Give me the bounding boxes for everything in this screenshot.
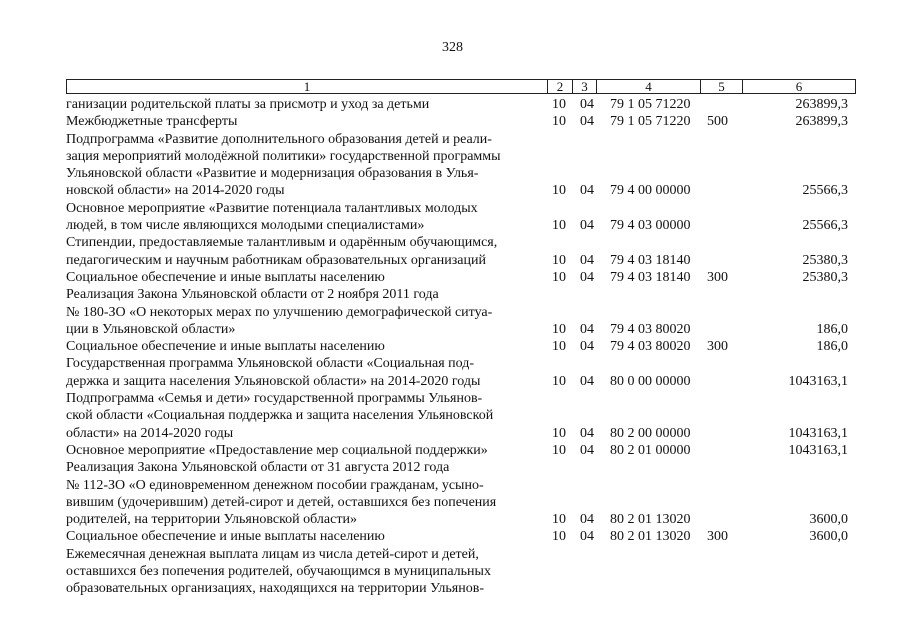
section-code: 10 — [552, 425, 566, 441]
table-row — [66, 286, 856, 338]
description-line: области» на 2014-2020 годы — [66, 425, 234, 441]
amount: 186,0 — [816, 339, 848, 355]
header-col-1: 1 — [66, 79, 548, 94]
description-line: № 180-ЗО «О некоторых мерах по улучшению демографической ситуа- — [66, 304, 493, 320]
subsection-code: 04 — [580, 114, 594, 130]
header-col-3: 3 — [572, 79, 597, 94]
amount: 25566,3 — [802, 218, 848, 234]
section-code: 10 — [552, 114, 566, 130]
target-article-code: 79 1 05 71220 — [610, 114, 691, 130]
table-row — [66, 200, 856, 235]
row-description — [66, 338, 544, 355]
subsection-code: 04 — [580, 97, 594, 112]
section-code: 10 — [552, 321, 566, 337]
section-code: 10 — [552, 339, 566, 355]
subsection-code: 04 — [580, 252, 594, 268]
expense-type-code: 300 — [707, 529, 728, 545]
table-row — [66, 528, 856, 545]
subsection-code: 04 — [580, 529, 594, 545]
row-description — [66, 459, 544, 528]
table-row — [66, 113, 856, 130]
description-line: вившим (удочерившим) детей-сирот и детей, оставшихся без попечения — [66, 494, 497, 510]
row-description — [66, 96, 544, 113]
description-line: Основное мероприятие «Развитие потенциала талантливых молодых — [66, 200, 478, 216]
target-article-code: 79 4 03 18140 — [610, 252, 691, 268]
description-line: оставшихся без попечения родителей, обучающимся в муниципальных — [66, 564, 491, 580]
amount: 3600,0 — [809, 512, 848, 528]
target-article-code: 80 2 01 13020 — [610, 529, 691, 545]
amount: 3600,0 — [809, 529, 848, 545]
target-article-code: 79 4 03 18140 — [610, 269, 691, 285]
description-line: Социальное обеспечение и иные выплаты населению — [66, 339, 385, 355]
section-code: 10 — [552, 373, 566, 389]
table-row — [66, 131, 856, 200]
description-line: ской области «Социальная поддержка и защита населения Ульяновской — [66, 408, 494, 424]
subsection-code: 04 — [580, 512, 594, 528]
row-description — [66, 442, 544, 459]
target-article-code: 79 1 05 71220 — [610, 97, 691, 112]
row-description — [66, 269, 544, 286]
description-line: ганизации родительской платы за присмотр и уход за детьми — [66, 97, 430, 112]
target-article-code: 80 2 01 00000 — [610, 442, 691, 458]
target-article-code: 79 4 03 80020 — [610, 339, 691, 355]
row-description — [66, 131, 544, 200]
table-body — [66, 96, 856, 598]
description-line: Государственная программа Ульяновской области «Социальная под- — [66, 356, 475, 372]
row-description — [66, 355, 544, 390]
expense-type-code: 500 — [707, 114, 728, 130]
target-article-code: 79 4 00 00000 — [610, 183, 691, 199]
description-line: Социальное обеспечение и иные выплаты населению — [66, 529, 385, 545]
header-col-5: 5 — [700, 79, 743, 94]
target-article-code: 80 0 00 00000 — [610, 373, 691, 389]
description-line: Ульяновской области «Развитие и модернизация образования в Улья- — [66, 166, 479, 182]
table-row — [66, 234, 856, 269]
row-description — [66, 200, 544, 235]
table-header — [66, 79, 856, 94]
row-description — [66, 113, 544, 130]
table-row — [66, 546, 856, 598]
description-line: родителей, на территории Ульяновской области» — [66, 512, 357, 528]
table-row — [66, 459, 856, 528]
section-code: 10 — [552, 442, 566, 458]
table-row — [66, 96, 856, 113]
target-article-code: 80 2 00 00000 — [610, 425, 691, 441]
target-article-code: 79 4 03 00000 — [610, 218, 691, 234]
subsection-code: 04 — [580, 339, 594, 355]
subsection-code: 04 — [580, 373, 594, 389]
subsection-code: 04 — [580, 183, 594, 199]
amount: 25380,3 — [802, 269, 848, 285]
description-line: Подпрограмма «Семья и дети» государственной программы Ульянов- — [66, 391, 483, 407]
section-code: 10 — [552, 512, 566, 528]
table-row — [66, 338, 856, 355]
expense-type-code: 300 — [707, 269, 728, 285]
subsection-code: 04 — [580, 442, 594, 458]
table-row — [66, 269, 856, 286]
description-line: педагогическим и научным работникам образовательных организаций — [66, 252, 486, 268]
header-col-4: 4 — [596, 79, 701, 94]
description-line: Ежемесячная денежная выплата лицам из числа детей-сирот и детей, — [66, 546, 479, 562]
amount: 263899,3 — [795, 97, 848, 112]
amount: 25380,3 — [802, 252, 848, 268]
description-line: Подпрограмма «Развитие дополнительного образования детей и реали- — [66, 131, 492, 147]
description-line: Стипендии, предоставляемые талантливым и одарённым обучающимся, — [66, 235, 498, 251]
expense-type-code: 300 — [707, 339, 728, 355]
header-col-2: 2 — [547, 79, 573, 94]
page-number: 328 — [442, 40, 463, 55]
target-article-code: 79 4 03 80020 — [610, 321, 691, 337]
description-line: ции в Ульяновской области» — [66, 321, 236, 337]
description-line: образовательных организациях, находящихся на территории Ульянов- — [66, 581, 484, 597]
description-line: № 112-ЗО «О единовременном денежном пособии гражданам, усыно- — [66, 477, 484, 493]
section-code: 10 — [552, 269, 566, 285]
description-line: новской области» на 2014-2020 годы — [66, 183, 285, 199]
subsection-code: 04 — [580, 218, 594, 234]
amount: 1043163,1 — [788, 442, 848, 458]
description-line: держка и защита населения Ульяновской области» на 2014-2020 годы — [66, 373, 481, 389]
amount: 1043163,1 — [788, 373, 848, 389]
description-line: Реализация Закона Ульяновской области от 31 августа 2012 года — [66, 460, 450, 476]
table-row — [66, 355, 856, 390]
subsection-code: 04 — [580, 425, 594, 441]
amount: 25566,3 — [802, 183, 848, 199]
description-line: зация мероприятий молодёжной политики» государственной программы — [66, 148, 501, 164]
section-code: 10 — [552, 218, 566, 234]
section-code: 10 — [552, 252, 566, 268]
row-description — [66, 390, 544, 442]
header-col-6: 6 — [742, 79, 856, 94]
amount: 263899,3 — [795, 114, 848, 130]
target-article-code: 80 2 01 13020 — [610, 512, 691, 528]
description-line: Социальное обеспечение и иные выплаты населению — [66, 269, 385, 285]
section-code: 10 — [552, 97, 566, 112]
description-line: Реализация Закона Ульяновской области от 2 ноября 2011 года — [66, 287, 439, 303]
table-row — [66, 390, 856, 442]
subsection-code: 04 — [580, 321, 594, 337]
row-description — [66, 528, 544, 545]
section-code: 10 — [552, 183, 566, 199]
subsection-code: 04 — [580, 269, 594, 285]
section-code: 10 — [552, 529, 566, 545]
row-description — [66, 234, 544, 269]
table-row — [66, 442, 856, 459]
amount: 186,0 — [816, 321, 848, 337]
row-description — [66, 546, 544, 598]
amount: 1043163,1 — [788, 425, 848, 441]
description-line: Межбюджетные трансферты — [66, 114, 238, 130]
description-line: людей, в том числе являющихся молодыми специалистами» — [66, 218, 425, 234]
description-line: Основное мероприятие «Предоставление мер социальной поддержки» — [66, 442, 488, 458]
row-description — [66, 286, 544, 338]
